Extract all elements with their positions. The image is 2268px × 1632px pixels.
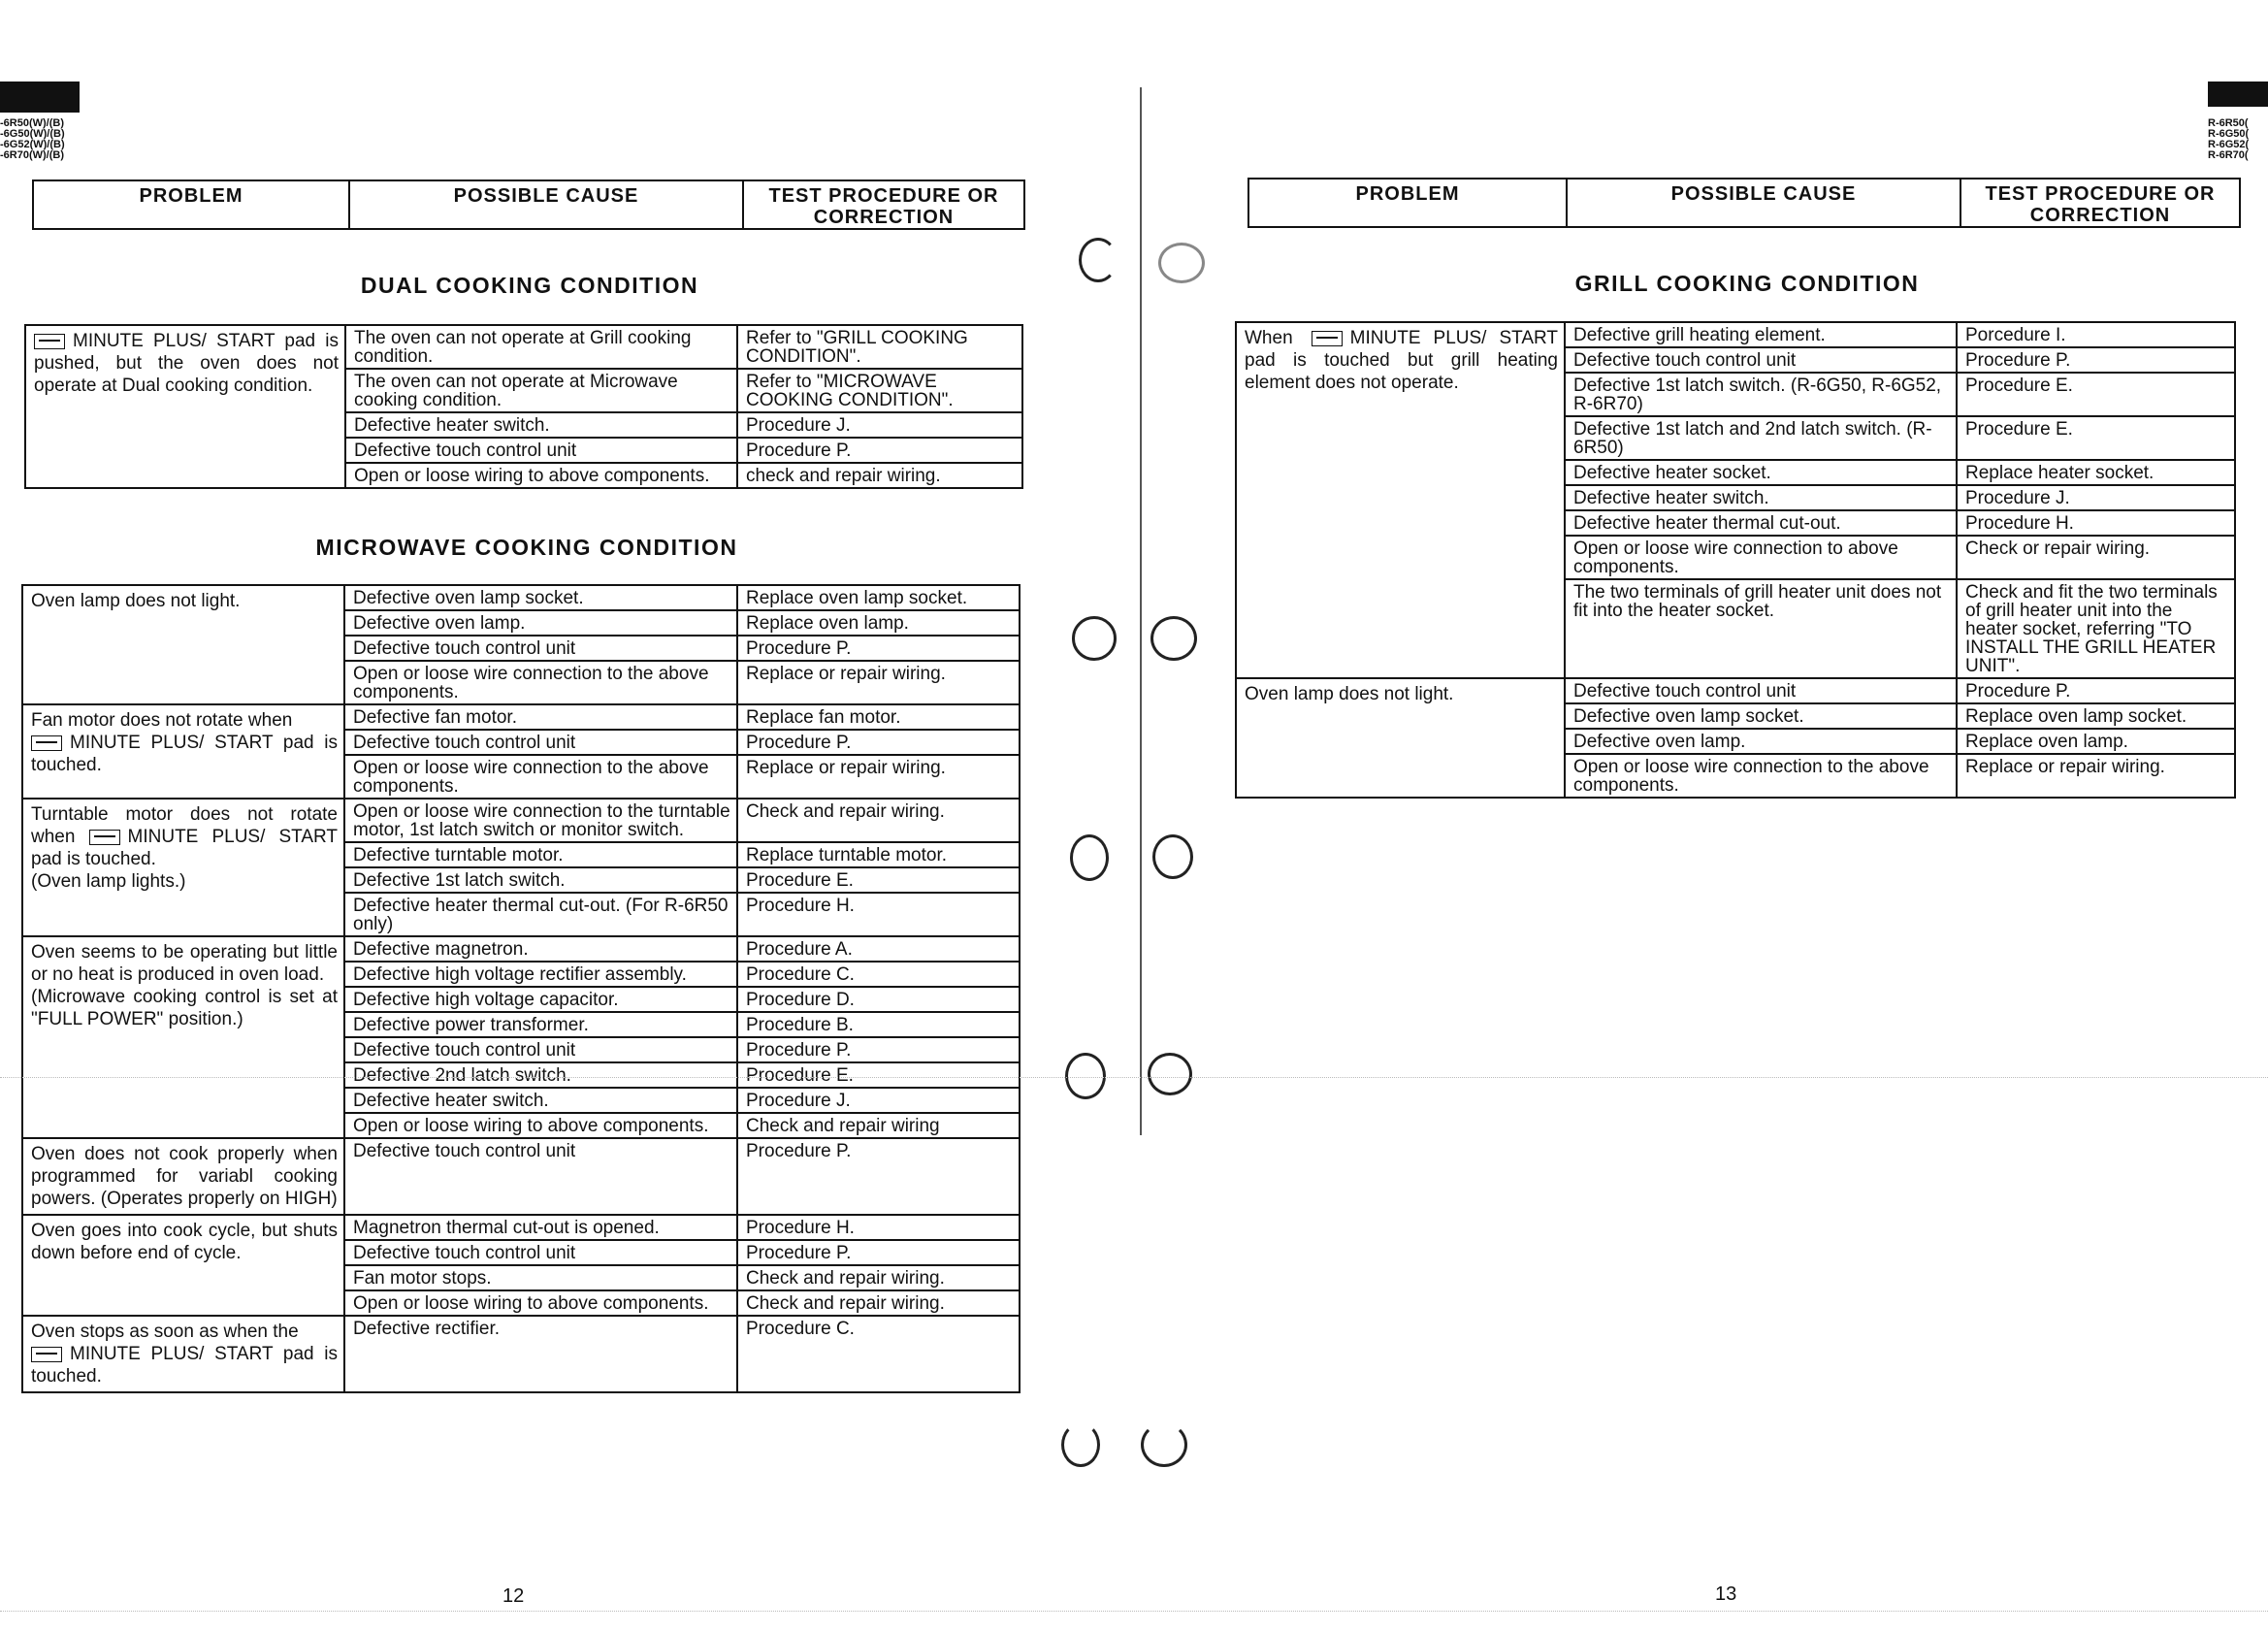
binder-hole <box>1072 616 1117 661</box>
problem-text: MINUTE PLUS/ START pad is touched. <box>31 733 338 775</box>
microwave-cooking-title: MICROWAVE COOKING CONDITION <box>315 535 738 560</box>
cause-cell: Defective oven lamp socket. <box>1565 703 1957 729</box>
fix-cell: Procedure P. <box>737 636 1020 661</box>
problem-note: (Microwave cooking control is set at "FULL POWER" position.) <box>31 987 338 1029</box>
problem-cell: Oven goes into cook cycle, but shuts down before end of cycle. <box>22 1215 344 1316</box>
problem-cell: Oven does not cook properly when programmed for variabl cooking powers. (Operates properly on HIGH) <box>22 1138 344 1215</box>
problem-cell: Oven lamp does not light. <box>1236 678 1565 798</box>
fix-cell: Procedure D. <box>737 987 1020 1012</box>
cause-cell: Defective heater switch. <box>1565 485 1957 510</box>
cause-cell: Defective fan motor. <box>344 704 737 730</box>
left-model-list <box>0 118 65 161</box>
scan-noise-line <box>0 1611 2268 1612</box>
fix-cell: Check and repair wiring. <box>737 1265 1020 1290</box>
problem-cell: Oven lamp does not light. <box>22 585 344 704</box>
model-code: R-6G50( <box>2208 128 2250 140</box>
right-column-header <box>1247 178 2241 228</box>
cause-cell: Open or loose wire connection to the turntable motor, 1st latch switch or monitor switch. <box>344 799 737 842</box>
problem-text: Oven stops as soon as when the <box>31 1322 299 1342</box>
cause-cell: Defective 2nd latch switch. <box>344 1062 737 1088</box>
cause-cell: Open or loose wiring to above components. <box>344 1113 737 1138</box>
problem-cell <box>1236 322 1565 678</box>
cause-cell: Defective 1st latch switch. (R-6G50, R-6G52, R-6R70) <box>1565 373 1957 416</box>
cause-cell: Open or loose wiring to above components. <box>344 1290 737 1316</box>
cause-cell: Defective magnetron. <box>344 936 737 962</box>
left-page-tab-mark <box>0 82 80 113</box>
fix-cell: Procedure P. <box>1957 347 2235 373</box>
model-code: -6R70(W)/(B) <box>0 149 64 161</box>
fix-cell: Replace oven lamp socket. <box>1957 703 2235 729</box>
fix-cell: Procedure P. <box>737 1240 1020 1265</box>
fix-cell: Procedure P. <box>1957 678 2235 703</box>
microwave-cooking-table <box>21 584 1021 1393</box>
cause-cell: Defective power transformer. <box>344 1012 737 1037</box>
binder-hole <box>1141 1422 1187 1467</box>
fix-cell: check and repair wiring. <box>737 463 1022 488</box>
problem-text: MINUTE PLUS/ START pad is touched. <box>31 827 338 869</box>
fix-cell: Procedure H. <box>1957 510 2235 536</box>
cause-cell: Fan motor stops. <box>344 1265 737 1290</box>
minute-plus-pad-icon <box>1312 331 1343 346</box>
cause-cell: Defective heater thermal cut-out. (For R-6R50 only) <box>344 893 737 936</box>
fix-cell: Check or repair wiring. <box>1957 536 2235 579</box>
problem-text: Oven seems to be operating but little or no heat is produced in oven load. <box>31 942 338 985</box>
problem-text: MINUTE PLUS/ START pad is pushed, but the oven does not operate at Dual cooking condition. <box>34 331 339 396</box>
model-code: -6G52(W)/(B) <box>0 139 65 150</box>
problem-cell <box>25 325 345 488</box>
cause-cell: Defective touch control unit <box>1565 678 1957 703</box>
problem-cell <box>22 936 344 1138</box>
left-column-header <box>32 180 1025 230</box>
cause-cell: Defective oven lamp socket. <box>344 585 737 610</box>
cause-cell: Defective heater socket. <box>1565 460 1957 485</box>
minute-plus-pad-icon <box>34 334 65 349</box>
binder-hole <box>1061 1422 1100 1467</box>
fix-cell: Check and repair wiring <box>737 1113 1020 1138</box>
grill-cooking-title: GRILL COOKING CONDITION <box>1574 271 1920 296</box>
table-row <box>1236 678 2235 703</box>
cause-cell: Defective heater thermal cut-out. <box>1565 510 1957 536</box>
model-code: R-6R50( <box>2208 117 2249 129</box>
fix-cell: Procedure B. <box>737 1012 1020 1037</box>
problem-text: MINUTE PLUS/ START pad is touched. <box>31 1344 338 1387</box>
fix-cell: Procedure J. <box>737 1088 1020 1113</box>
fix-cell: Procedure J. <box>1957 485 2235 510</box>
fix-cell: Procedure P. <box>737 438 1022 463</box>
cause-cell: Open or loose wire connection to above components. <box>1565 536 1957 579</box>
fix-cell: Replace or repair wiring. <box>737 661 1020 704</box>
fix-cell: Procedure E. <box>1957 416 2235 460</box>
binder-hole <box>1079 238 1118 282</box>
cause-cell: Defective high voltage capacitor. <box>344 987 737 1012</box>
cause-cell: Defective rectifier. <box>344 1316 737 1392</box>
binder-hole <box>1148 1053 1192 1095</box>
problem-text: Turntable motor does not rotate when <box>31 804 338 847</box>
fix-cell: Replace fan motor. <box>737 704 1020 730</box>
problem-note: (Oven lamp lights.) <box>31 871 186 892</box>
cause-cell: Defective oven lamp. <box>344 610 737 636</box>
fix-cell: Replace oven lamp. <box>737 610 1020 636</box>
fix-cell: Check and repair wiring. <box>737 799 1020 842</box>
cause-cell: Defective 1st latch and 2nd latch switch. (R-6R50) <box>1565 416 1957 460</box>
minute-plus-pad-icon <box>89 830 120 845</box>
cause-cell: The oven can not operate at Microwave cooking condition. <box>345 369 737 412</box>
model-code: R-6R70( <box>2208 149 2249 161</box>
table-row <box>25 325 1022 369</box>
cause-cell: Defective touch control unit <box>344 730 737 755</box>
fix-cell: Procedure E. <box>1957 373 2235 416</box>
fix-cell: Procedure J. <box>737 412 1022 438</box>
header-test-procedure: TEST PROCEDURE OR CORRECTION <box>743 180 1024 229</box>
header-problem: PROBLEM <box>1248 179 1567 227</box>
binder-hole <box>1065 1053 1106 1099</box>
fix-cell: Replace turntable motor. <box>737 842 1020 867</box>
fix-cell: Procedure H. <box>737 1215 1020 1240</box>
table-row <box>22 1138 1020 1215</box>
fix-cell: Porcedure I. <box>1957 322 2235 347</box>
cause-cell: Defective oven lamp. <box>1565 729 1957 754</box>
header-problem: PROBLEM <box>33 180 349 229</box>
table-row <box>1236 322 2235 347</box>
fix-cell: Procedure C. <box>737 1316 1020 1392</box>
header-test-procedure: TEST PROCEDURE OR CORRECTION <box>1960 179 2240 227</box>
left-page-number: 12 <box>502 1585 525 1607</box>
fix-cell: Replace or repair wiring. <box>737 755 1020 799</box>
grill-cooking-table <box>1235 321 2236 799</box>
cause-cell: Defective touch control unit <box>345 438 737 463</box>
table-row <box>22 799 1020 842</box>
cause-cell: Open or loose wire connection to the above components. <box>344 755 737 799</box>
model-code: -6G50(W)/(B) <box>0 128 65 140</box>
fix-cell: Procedure A. <box>737 936 1020 962</box>
cause-cell: Defective touch control unit <box>344 636 737 661</box>
table-row <box>22 1316 1020 1392</box>
header-possible-cause: POSSIBLE CAUSE <box>349 180 743 229</box>
binder-hole <box>1152 834 1193 879</box>
dual-cooking-title: DUAL COOKING CONDITION <box>360 273 699 298</box>
fix-cell: Check and repair wiring. <box>737 1290 1020 1316</box>
right-model-list <box>2208 118 2249 161</box>
fix-cell: Procedure E. <box>737 867 1020 893</box>
cause-cell: The two terminals of grill heater unit does not fit into the heater socket. <box>1565 579 1957 678</box>
cause-cell: Magnetron thermal cut-out is opened. <box>344 1215 737 1240</box>
binder-hole <box>1158 243 1205 283</box>
cause-cell: Defective touch control unit <box>344 1037 737 1062</box>
cause-cell: Defective 1st latch switch. <box>344 867 737 893</box>
cause-cell: Open or loose wire connection to the above components. <box>344 661 737 704</box>
problem-cell <box>22 704 344 799</box>
fix-cell: Replace oven lamp socket. <box>737 585 1020 610</box>
fix-cell: Procedure H. <box>737 893 1020 936</box>
problem-cell <box>22 1316 344 1392</box>
minute-plus-pad-icon <box>31 735 62 751</box>
fix-cell: Procedure P. <box>737 730 1020 755</box>
fix-cell: Replace oven lamp. <box>1957 729 2235 754</box>
table-row <box>22 936 1020 962</box>
table-row <box>22 585 1020 610</box>
cause-cell: The oven can not operate at Grill cooking condition. <box>345 325 737 369</box>
model-code: R-6G52( <box>2208 139 2250 150</box>
dual-cooking-table <box>24 324 1023 489</box>
right-page-number: 13 <box>1715 1583 1737 1605</box>
header-possible-cause: POSSIBLE CAUSE <box>1567 179 1960 227</box>
right-page-tab-mark <box>2208 82 2268 107</box>
minute-plus-pad-icon <box>31 1347 62 1362</box>
fix-cell: Procedure P. <box>737 1037 1020 1062</box>
cause-cell: Open or loose wire connection to the above components. <box>1565 754 1957 798</box>
cause-cell: Defective heater switch. <box>345 412 737 438</box>
table-row <box>22 704 1020 730</box>
cause-cell: Defective heater switch. <box>344 1088 737 1113</box>
fix-cell: Replace or repair wiring. <box>1957 754 2235 798</box>
page-spine <box>1140 87 1142 1135</box>
fix-cell: Check and fit the two terminals of grill heater unit into the heater socket, referring "TO INSTALL THE GRILL HEATER UNIT". <box>1957 579 2235 678</box>
fix-cell: Replace heater socket. <box>1957 460 2235 485</box>
table-row <box>22 1215 1020 1240</box>
binder-hole <box>1070 834 1109 881</box>
cause-cell: Defective grill heating element. <box>1565 322 1957 347</box>
model-code: -6R50(W)/(B) <box>0 117 64 129</box>
cause-cell: Open or loose wiring to above components. <box>345 463 737 488</box>
cause-cell: Defective high voltage rectifier assembly. <box>344 962 737 987</box>
scan-noise-line <box>0 1077 2268 1078</box>
problem-text: Fan motor does not rotate when <box>31 710 293 731</box>
fix-cell: Refer to "MICROWAVE COOKING CONDITION". <box>737 369 1022 412</box>
cause-cell: Defective turntable motor. <box>344 842 737 867</box>
problem-text: MINUTE PLUS/ START pad is touched but grill heating element does not operate. <box>1245 328 1558 393</box>
fix-cell: Procedure C. <box>737 962 1020 987</box>
binder-hole <box>1150 616 1197 661</box>
fix-cell: Procedure P. <box>737 1138 1020 1215</box>
problem-cell <box>22 799 344 936</box>
cause-cell: Defective touch control unit <box>344 1138 737 1215</box>
fix-cell: Refer to "GRILL COOKING CONDITION". <box>737 325 1022 369</box>
problem-text: When <box>1245 328 1293 348</box>
cause-cell: Defective touch control unit <box>1565 347 1957 373</box>
fix-cell: Procedure E. <box>737 1062 1020 1088</box>
cause-cell: Defective touch control unit <box>344 1240 737 1265</box>
